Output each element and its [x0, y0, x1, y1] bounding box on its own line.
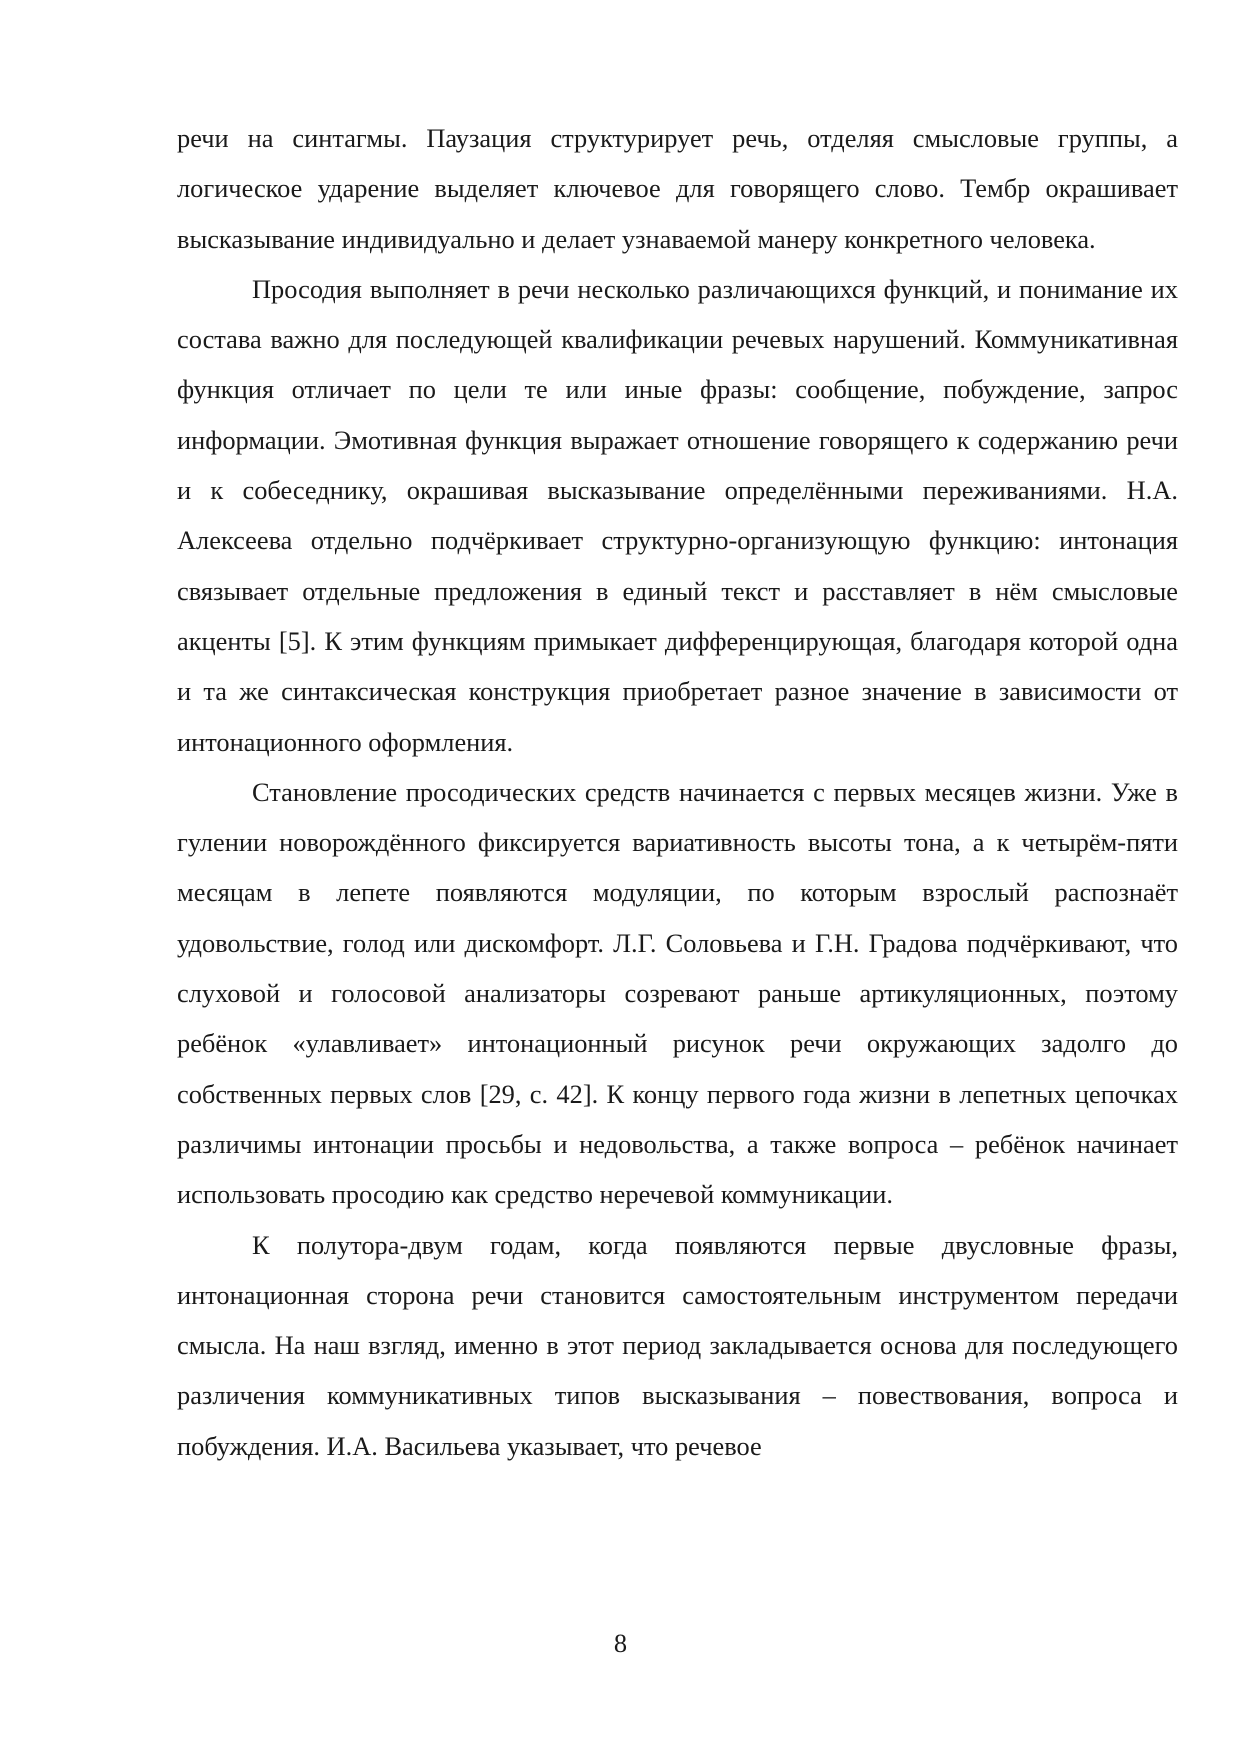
body-text: [177, 113, 1178, 1471]
paragraph-two-word-phrases: К полутора-двум годам, когда появляются первые двусловные фразы, интонационная сторона речи становится самостоятельным инструментом передачи смысла. На наш взгляд, именно в этот период закладывается основа для последующего различения коммуникативных типов высказывания – повествования, вопроса и побуждения. И.А. Васильева указывает, что речевое: [177, 1229, 1178, 1461]
paragraph-prosody-functions: Просодия выполняет в речи несколько различающихся функций, и понимание их состава важно для последующей квалификации речевых нарушений. Коммуникативная функция отличает по цели те или иные фразы: сообщение, побуждение, запрос информации. Эмотивная функция выражает отношение говорящего к содержанию речи и к собеседнику, окрашивая высказывание определёнными переживаниями. Н.А. Алексеева отдельно подчёркивает структурно-организующую функцию: интонация связывает отдельные предложения в единый текст и расставляет в нём смысловые акценты [5]. К этим функциям примыкает дифференцирующая, благодаря которой одна и та же синтаксическая конструкция приобретает разное значение в зависимости от интонационного оформления.: [177, 273, 1178, 757]
page-number: 8: [613, 1628, 628, 1658]
paragraph-continuation: речи на синтагмы. Паузация структурирует речь, отделяя смысловые группы, а логическое ударение выделяет ключевое для говорящего слово. Тембр окрашивает высказывание индивидуально и делает узнаваемой манеру конкретного человека.: [177, 123, 1178, 254]
paragraph-prosody-development: Становление просодических средств начинается с первых месяцев жизни. Уже в гулении новорождённого фиксируется вариативность высоты тона, а к четырём-пяти месяцам в лепете появляются модуляции, по которым взрослый распознаёт удовольствие, голод или дискомфорт. Л.Г. Соловьева и Г.Н. Градова подчёркивают, что слуховой и голосовой анализаторы созревают раньше артикуляционных, поэтому ребёнок «улавливает» интонационный рисунок речи окружающих задолго до собственных первых слов [29, с. 42]. К концу первого года жизни в лепетных цепочках различимы интонации просьбы и недовольства, а также вопроса – ребёнок начинает использовать просодию как средство неречевой коммуникации.: [177, 776, 1178, 1210]
